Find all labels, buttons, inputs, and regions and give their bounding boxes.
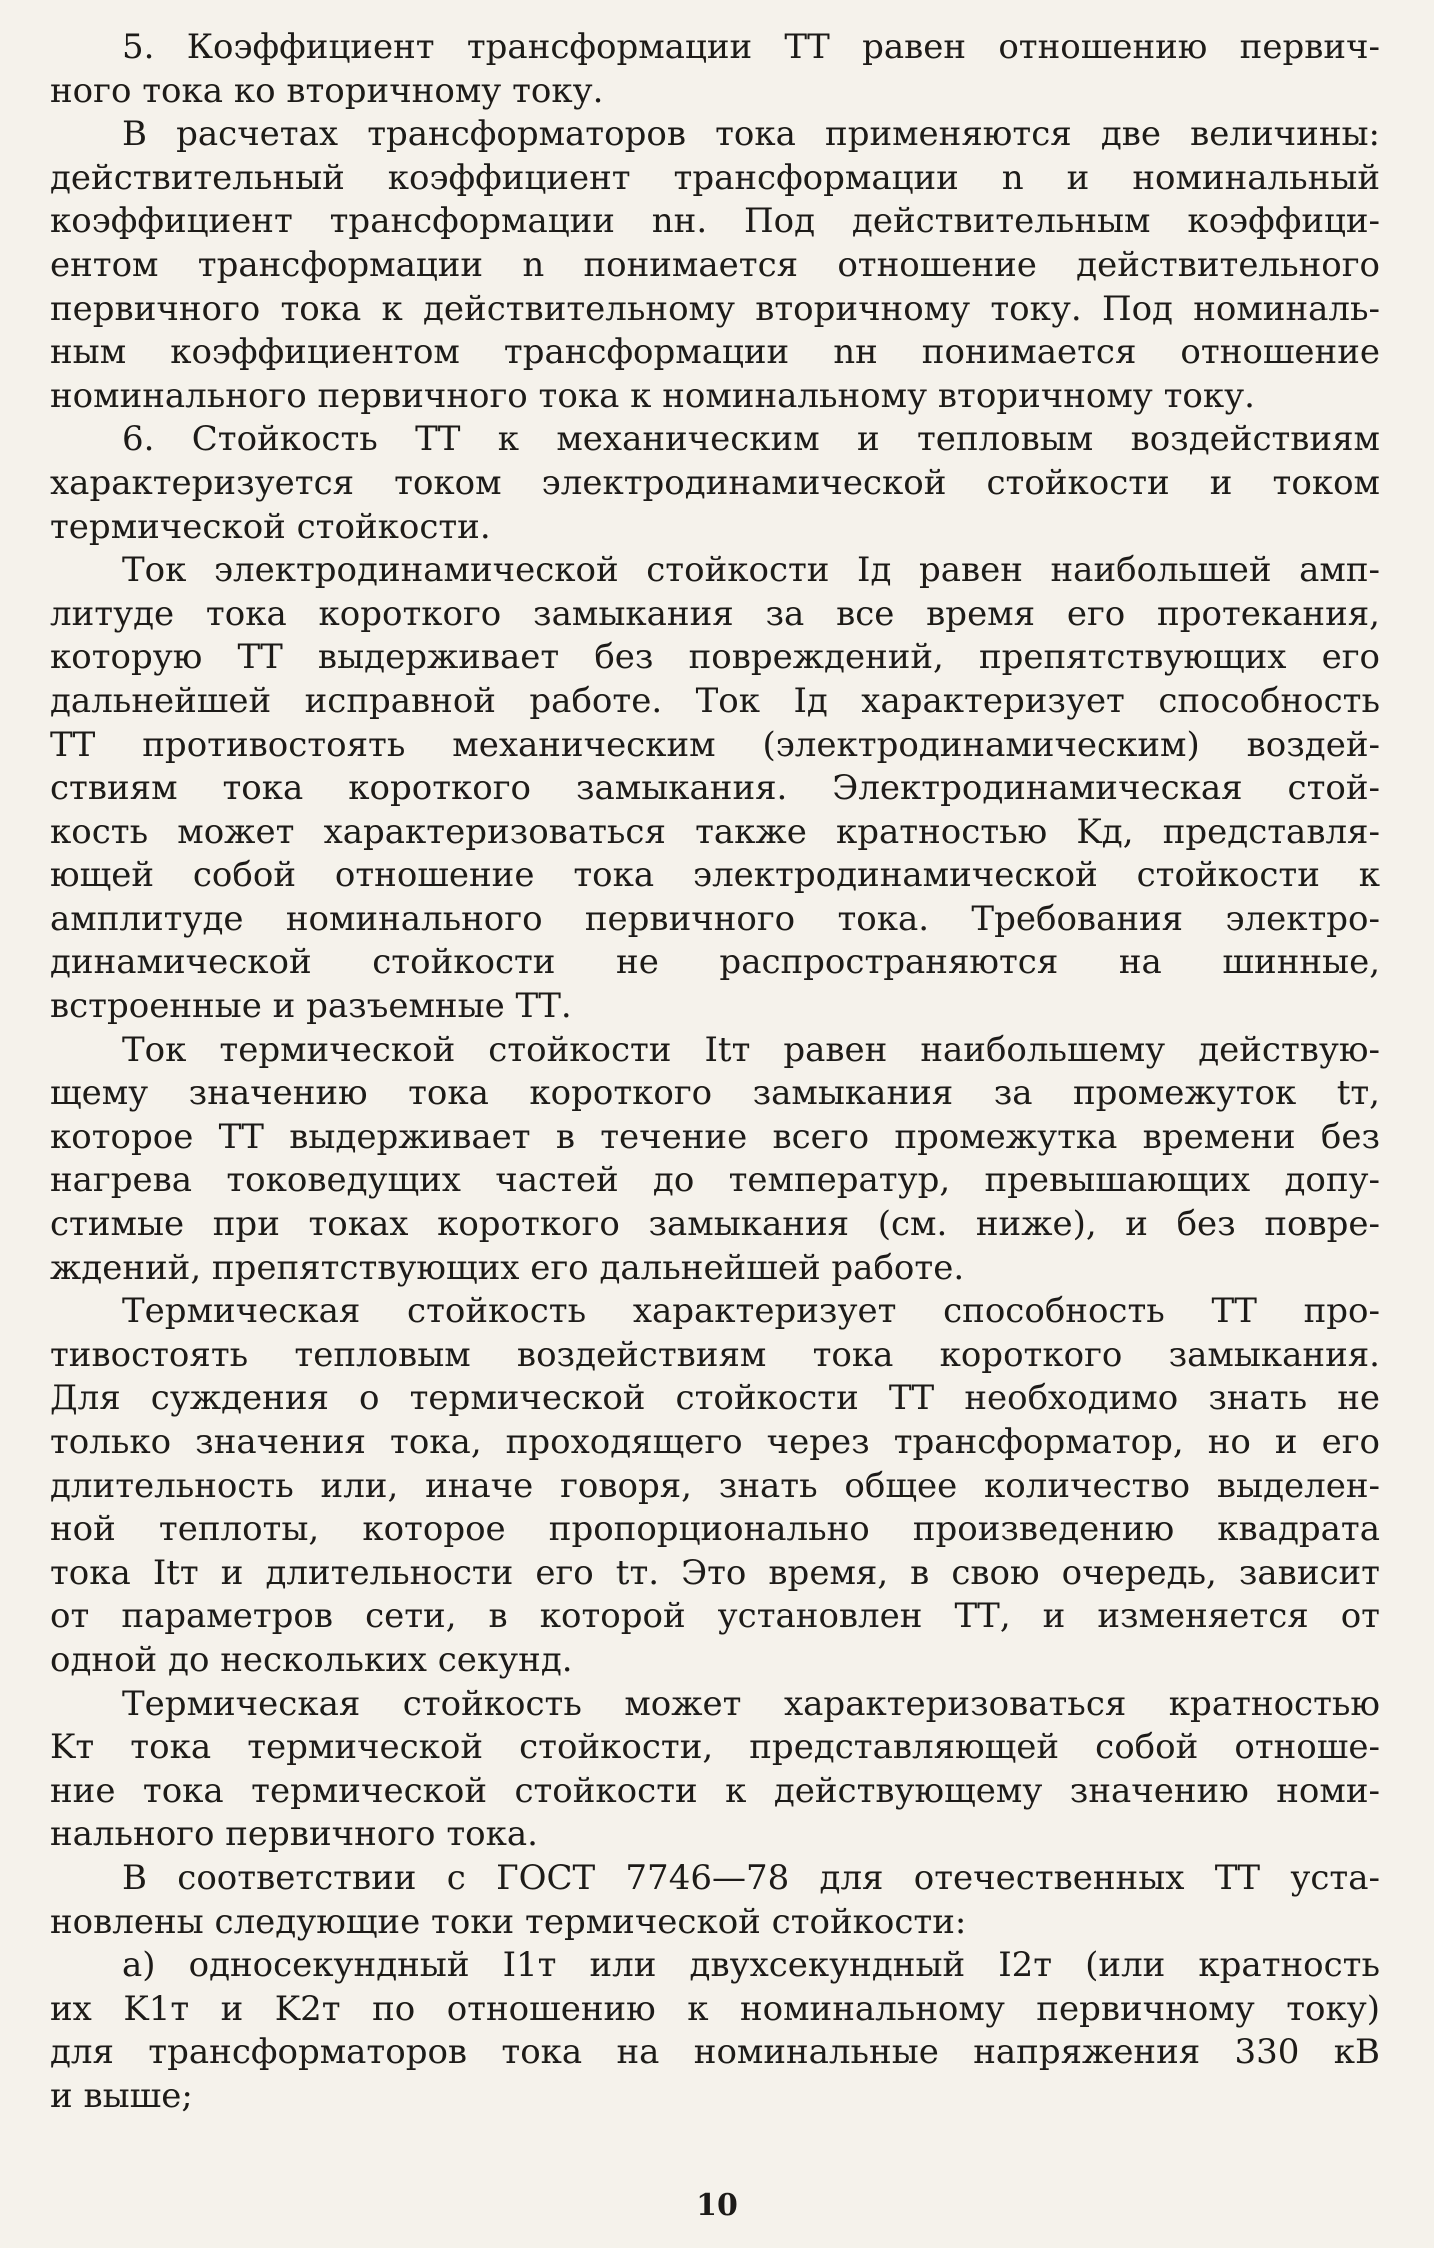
text-line: термической стойкости. bbox=[50, 506, 491, 547]
text-line: их K1т и K2т по отношению к номинальному первичному току) bbox=[50, 1988, 1380, 2029]
text-line: от параметров сети, в которой установлен ТТ, и изменяется от bbox=[50, 1596, 1380, 1637]
text-line: действительный коэффициент трансформации n и номинальный bbox=[50, 157, 1380, 198]
text-line: литуде тока короткого замыкания за все время его протекания, bbox=[50, 593, 1380, 634]
text-line: ного тока ко вторичному току. bbox=[50, 70, 604, 111]
text-line: которую ТТ выдерживает без повреждений, препятствующих его bbox=[50, 637, 1380, 678]
text-line: Для суждения о термической стойкости ТТ необходимо знать не bbox=[50, 1378, 1380, 1419]
paragraph-p1 bbox=[50, 26, 1380, 113]
text-line: амплитуде номинального первичного тока. Требования электро- bbox=[50, 898, 1380, 939]
text-line: для трансформаторов тока на номинальные напряжения 330 кВ bbox=[50, 2032, 1380, 2073]
text-line: щему значению тока короткого замыкания за промежуток tт, bbox=[50, 1073, 1380, 1114]
text-line: 6. Стойкость ТТ к механическим и тепловым воздействиям bbox=[122, 419, 1380, 460]
text-line: ентом трансформации n понимается отношение действительного bbox=[50, 244, 1380, 285]
paragraph-p4 bbox=[50, 549, 1380, 1029]
text-line: которое ТТ выдерживает в течение всего промежутка времени без bbox=[50, 1116, 1380, 1157]
text-line: характеризуется током электродинамической стойкости и током bbox=[50, 462, 1380, 503]
text-line: тивостоять тепловым воздействиям тока короткого замыкания. bbox=[50, 1334, 1380, 1375]
text-line: номинального первичного тока к номинальному вторичному току. bbox=[50, 375, 1255, 416]
text-line: нагрева токоведущих частей до температур, превышающих допу- bbox=[50, 1160, 1380, 1201]
paragraph-p9 bbox=[50, 1944, 1380, 2118]
text-line: новлены следующие токи термической стойкости: bbox=[50, 1901, 967, 1942]
text-line: только значения тока, проходящего через трансформатор, но и его bbox=[50, 1422, 1380, 1462]
text-line: кость может характеризоваться также кратностью Kд, представля- bbox=[50, 811, 1380, 852]
paragraph-p5 bbox=[50, 1029, 1380, 1291]
text-line: одной до нескольких секунд. bbox=[50, 1639, 573, 1680]
text-line: и выше; bbox=[50, 2075, 193, 2116]
text-line: динамической стойкости не распространяются на шинные, bbox=[50, 942, 1380, 983]
text-line: а) односекундный I1т или двухсекундный I2т (или кратность bbox=[122, 1945, 1380, 1986]
page-text bbox=[50, 26, 1380, 2119]
paragraph-p3 bbox=[50, 418, 1380, 549]
text-line: ным коэффициентом трансформации nн понимается отношение bbox=[50, 332, 1380, 373]
text-line: ющей собой отношение тока электродинамической стойкости к bbox=[50, 855, 1380, 896]
text-line: длительность или, иначе говоря, знать общее количество выделен- bbox=[50, 1465, 1380, 1506]
paragraph-p8 bbox=[50, 1857, 1380, 1944]
text-line: В расчетах трансформаторов тока применяются две величины: bbox=[122, 114, 1380, 155]
text-line: В соответствии с ГОСТ 7746—78 для отечественных ТТ уста- bbox=[122, 1857, 1380, 1898]
text-line: первичного тока к действительному вторичному току. Под номиналь- bbox=[50, 288, 1380, 329]
text-line: нального первичного тока. bbox=[50, 1814, 538, 1855]
text-line: коэффициент трансформации nн. Под действительным коэффици- bbox=[50, 201, 1380, 242]
text-line: Термическая стойкость может характеризоваться кратностью bbox=[122, 1683, 1380, 1724]
text-line: дальнейшей исправной работе. Ток Iд характеризует способность bbox=[50, 680, 1380, 721]
text-line: стимые при токах короткого замыкания (см. ниже), и без повре- bbox=[50, 1204, 1380, 1245]
page-number: 10 bbox=[696, 2188, 738, 2223]
text-line: ждений, препятствующих его дальнейшей работе. bbox=[50, 1247, 965, 1288]
text-line: ТТ противостоять механическим (электродинамическим) воздей- bbox=[50, 724, 1380, 765]
text-line: Ток термической стойкости Itт равен наибольшему действую- bbox=[122, 1029, 1380, 1070]
text-line: ной теплоты, которое пропорционально произведению квадрата bbox=[50, 1509, 1380, 1550]
paragraph-p7 bbox=[50, 1683, 1380, 1857]
text-line: ствиям тока короткого замыкания. Электродинамическая стой- bbox=[50, 768, 1380, 809]
text-line: ние тока термической стойкости к действующему значению номи- bbox=[50, 1770, 1380, 1811]
text-line: Ток электродинамической стойкости Iд равен наибольшей амп- bbox=[122, 550, 1380, 591]
text-line: Kт тока термической стойкости, представляющей собой отноше- bbox=[50, 1727, 1380, 1768]
text-line: встроенные и разъемные ТТ. bbox=[50, 986, 572, 1027]
paragraph-p2 bbox=[50, 113, 1380, 418]
text-line: Термическая стойкость характеризует способность ТТ про- bbox=[122, 1291, 1380, 1332]
text-line: 5. Коэффициент трансформации ТТ равен отношению первич- bbox=[122, 27, 1380, 67]
paragraph-p6 bbox=[50, 1290, 1380, 1682]
text-line: тока Itт и длительности его tт. Это время, в свою очередь, зависит bbox=[50, 1552, 1380, 1593]
